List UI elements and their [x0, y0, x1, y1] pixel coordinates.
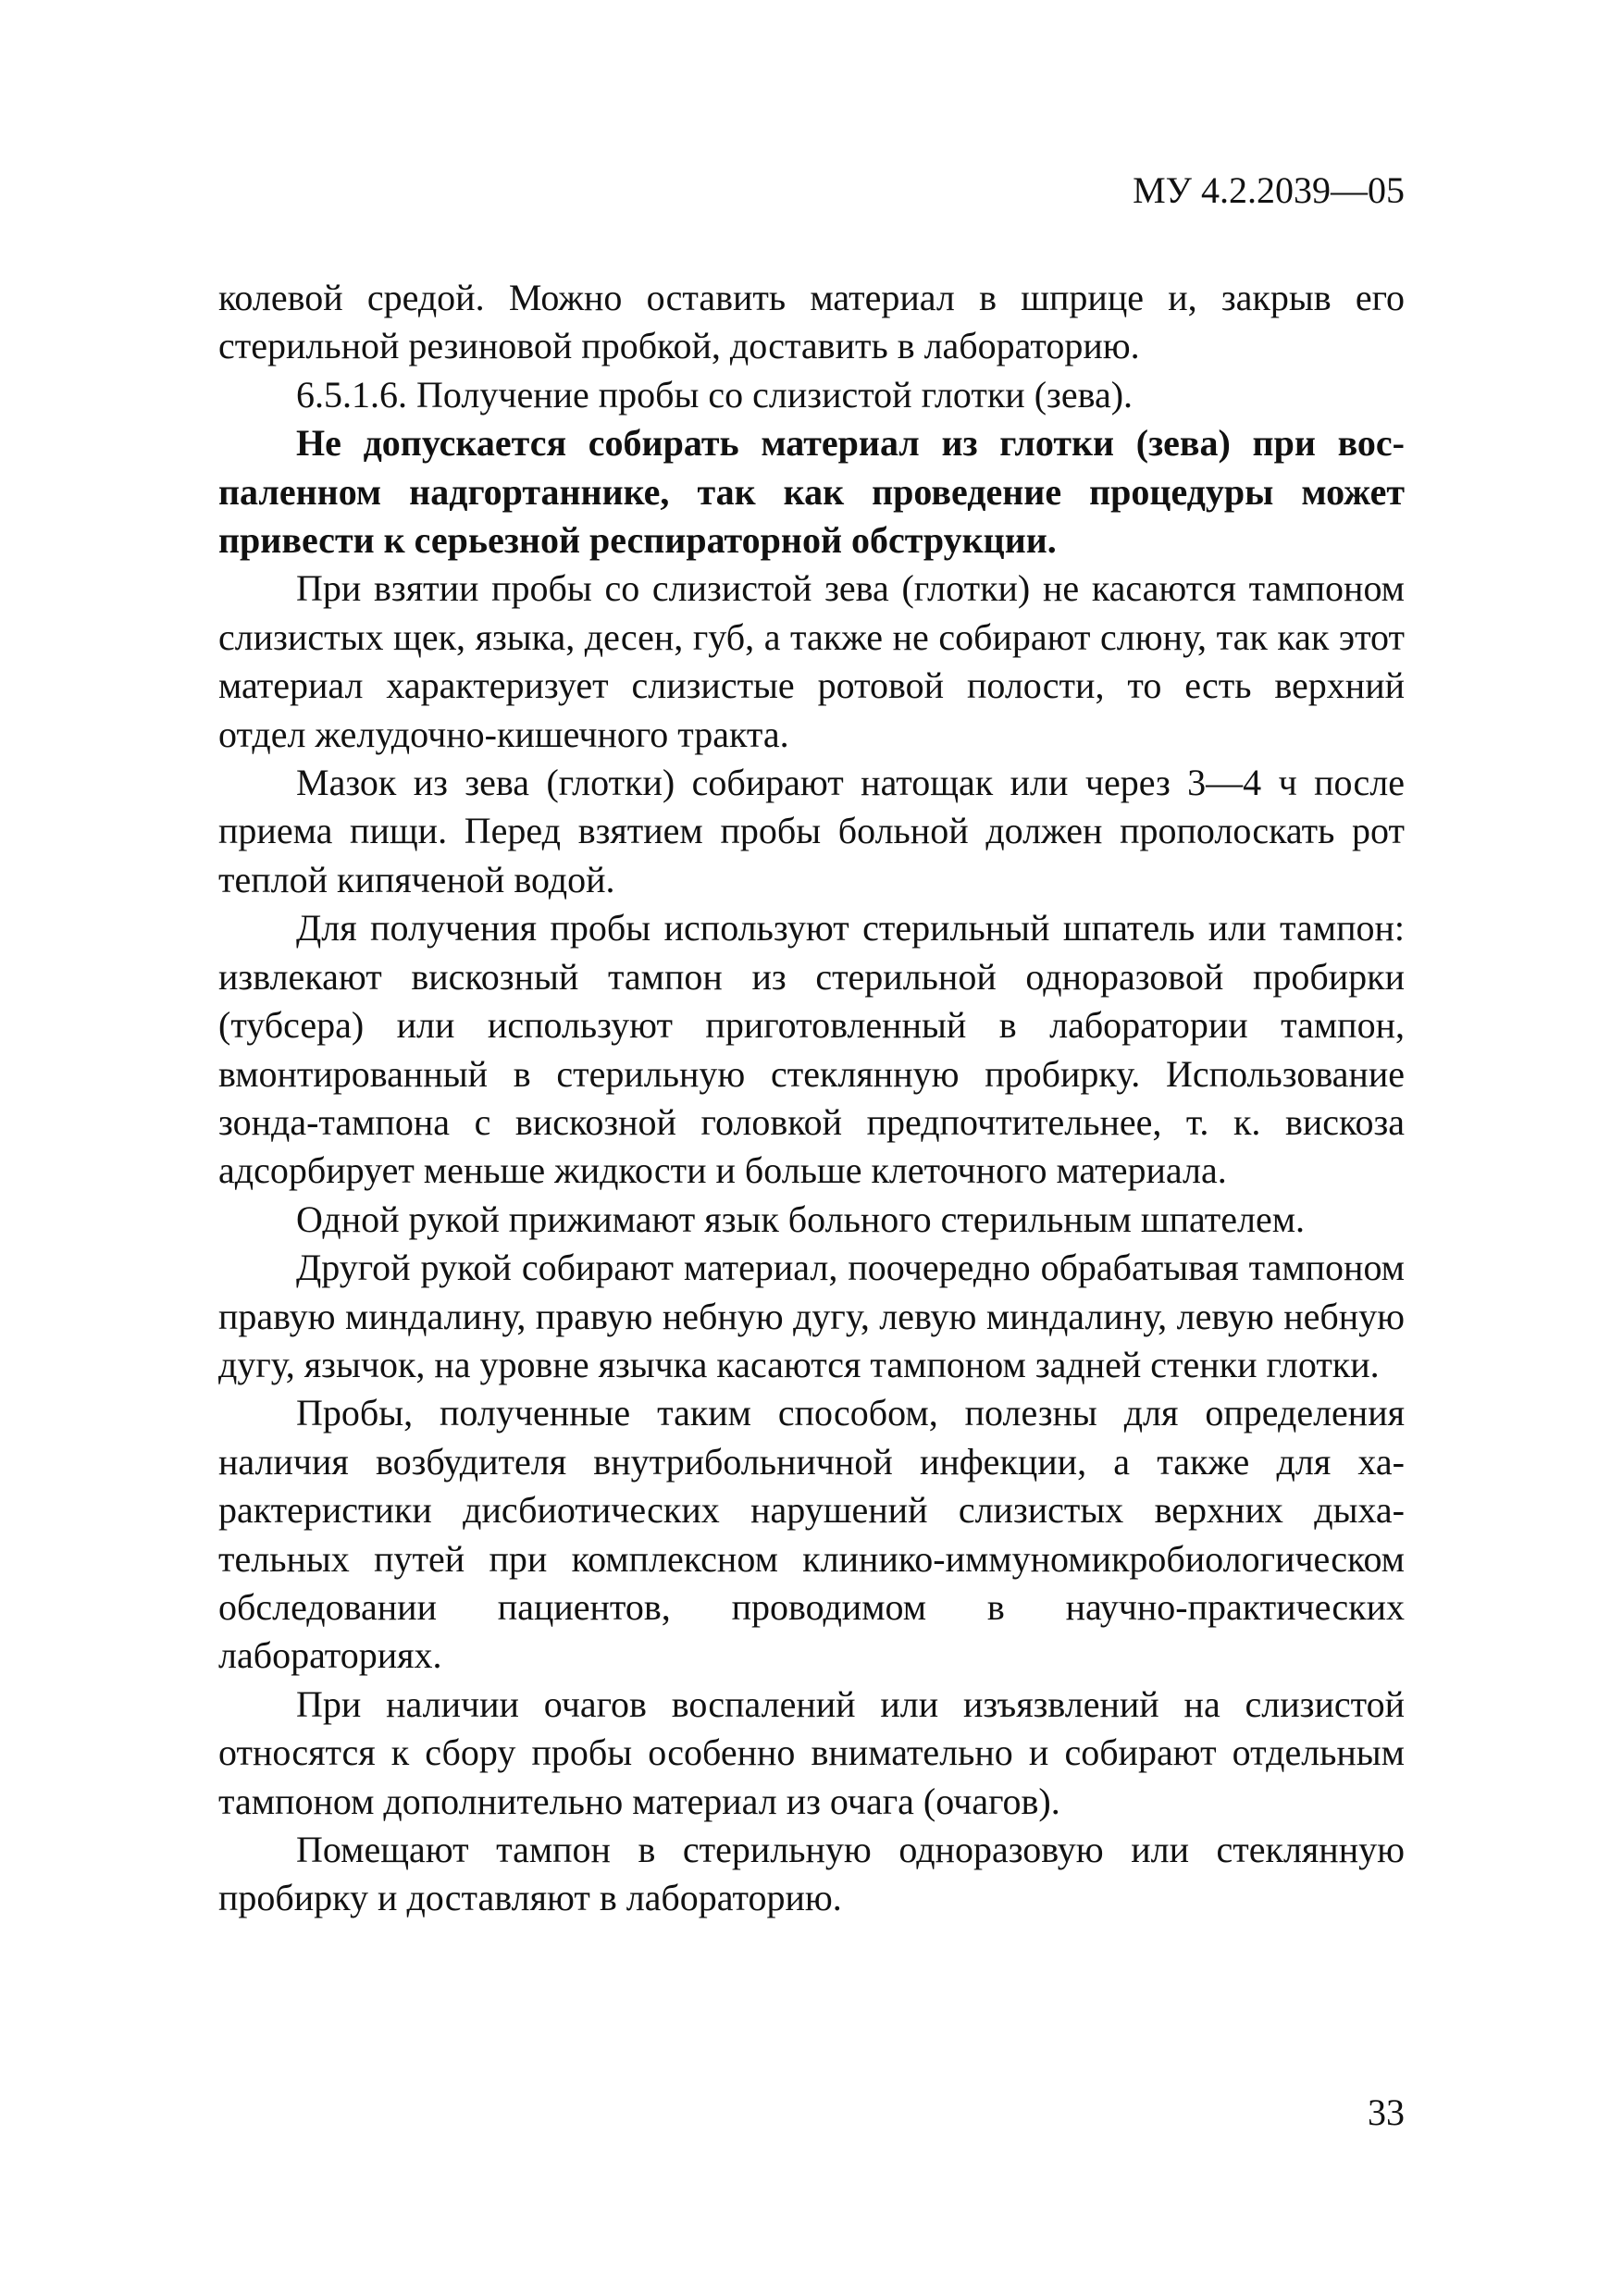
paragraph: Для получения пробы используют стерильный шпатель или тампон: извлекают вискозный тампон из стерильной одноразовой пробирки (тубсера) или используют приготовленный в лаборатории тампон, вмонтированный в стерильную стеклянную пробирку. Использование зонда-тампона с вискозной головкой предпочтительнее, т. к. вискоза адсорбирует меньше жидкости и больше клеточного материала.	[218, 907, 1405, 1192]
paragraph: Другой рукой собирают материал, поочередно обрабатывая тампоном правую миндалину, правую небную дугу, левую миндалину, левую небную дугу, язычок, на уровне язычка касаются тампоном задней стенки глотки.	[218, 1247, 1405, 1385]
section-heading: 6.5.1.6. Получение пробы со слизистой глотки (зева).	[296, 373, 1134, 416]
document-code-header: МУ 4.2.2039—05	[1133, 169, 1405, 211]
paragraph: Пробы, полученные таким способом, полезны для определения наличия возбудителя внутрибольничной инфекции, а также для характеристики дисбиотических нарушений слизистых верхних дыхательных путей при комплексном клинико-иммуномикробиологическом обследовании пациентов, проводимом в научно-практических лабораториях.	[218, 1392, 1405, 1677]
paragraph: Одной рукой прижимают язык больного стерильным шпателем.	[296, 1198, 1306, 1240]
document-body	[218, 274, 1405, 1923]
paragraph: колевой средой. Можно оставить материал в шприце и, закрыв его стерильной резиновой пробкой, доставить в лабораторию.	[218, 277, 1405, 367]
paragraph: Мазок из зева (глотки) собирают натощак или через 3—4 ч после приема пищи. Перед взятием пробы больной должен прополоскать рот теплой кипяченой водой.	[218, 762, 1405, 900]
page-number: 33	[1368, 2091, 1405, 2133]
paragraph: Помещают тампон в стерильную одноразовую или стеклянную пробирку и доставляют в лабораторию.	[218, 1829, 1405, 1919]
warning-paragraph: Не допускается собирать материал из глотки (зева) при воспаленном надгортаннике, так как проведение процедуры может привести к серьезной респираторной обструкции.	[218, 422, 1405, 562]
paragraph: При взятии пробы со слизистой зева (глотки) не касаются тампоном слизистых щек, языка, десен, губ, а также не собирают слюну, так как этот материал характеризует слизистые ротовой полости, то есть верхний отдел желудочно-кишечного тракта.	[218, 567, 1405, 755]
paragraph: При наличии очагов воспалений или изъязвлений на слизистой относятся к сбору пробы особенно внимательно и собирают отдельным тампоном дополнительно материал из очага (очагов).	[218, 1682, 1405, 1822]
